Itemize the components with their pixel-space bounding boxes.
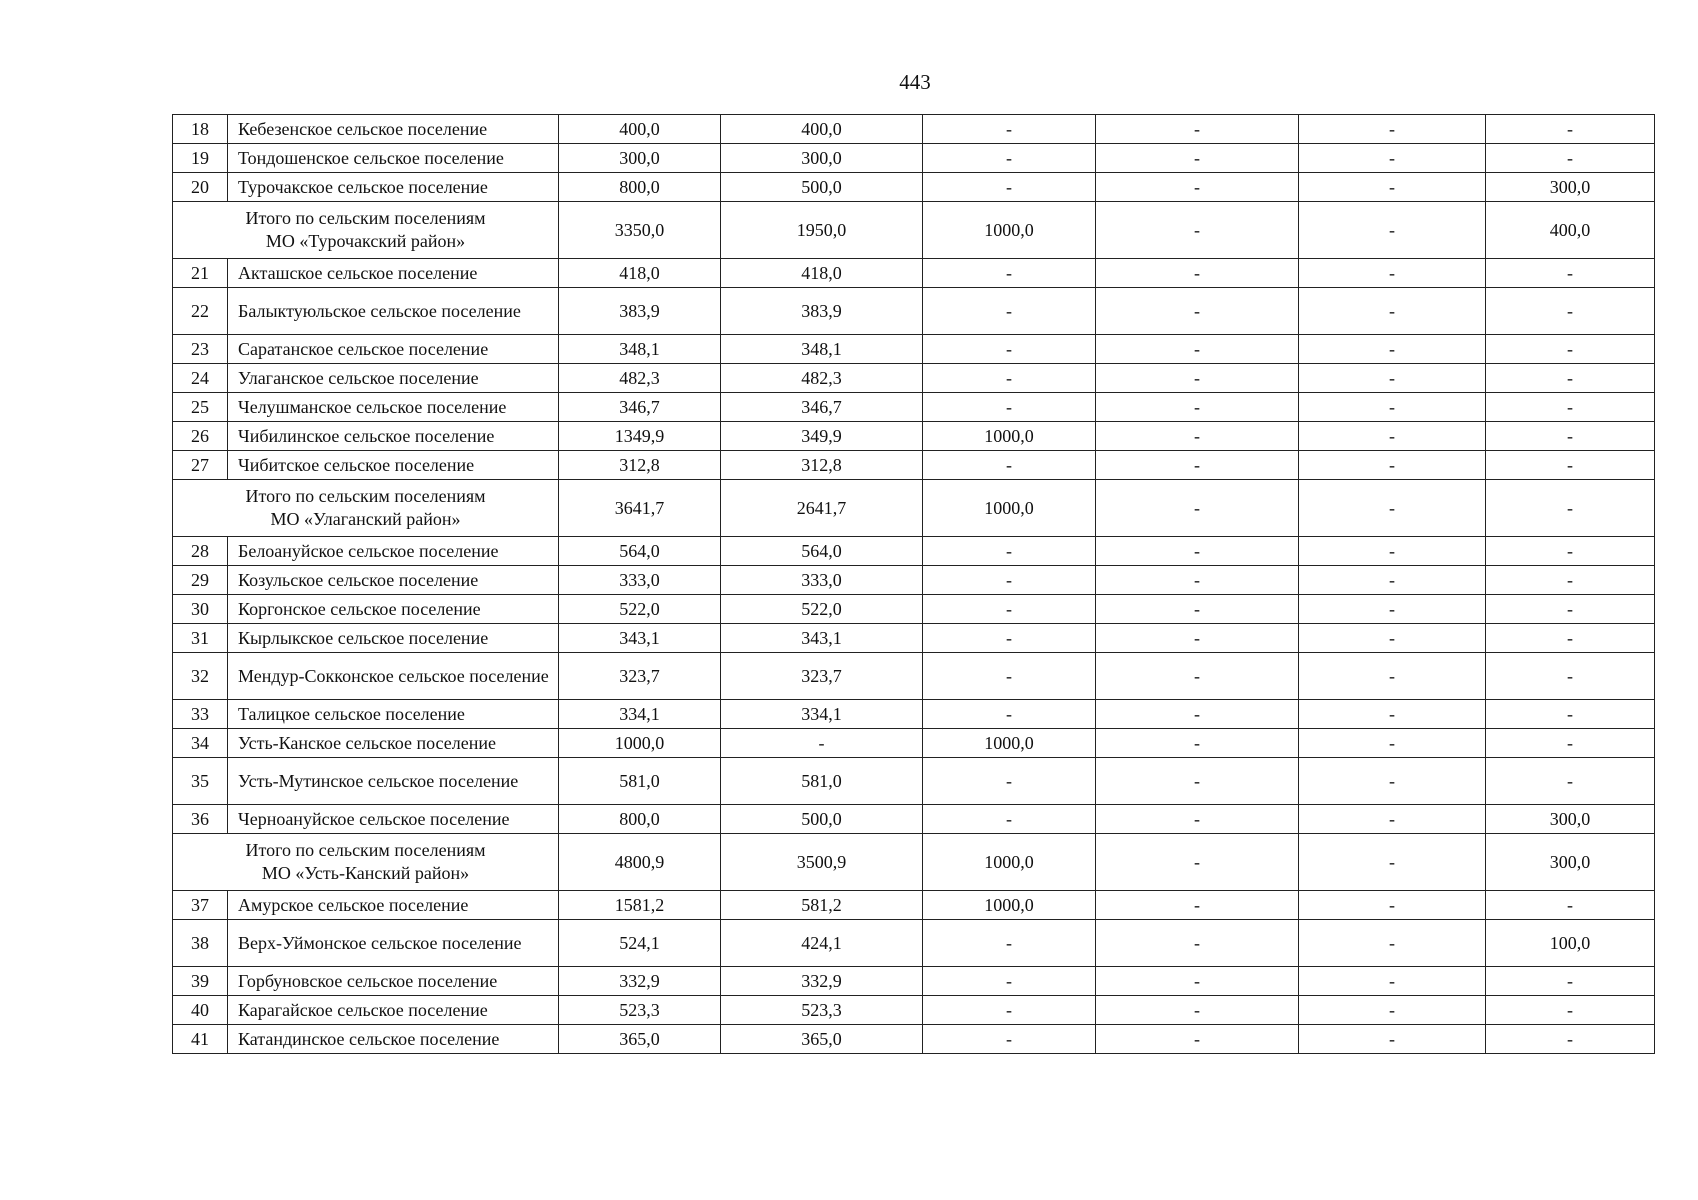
value-cell-col3: -	[923, 624, 1096, 653]
settlement-name: Акташское сельское поселение	[228, 259, 559, 288]
value-cell-col5: -	[1299, 173, 1486, 202]
settlement-name: Челушманское сельское поселение	[228, 393, 559, 422]
value-cell-col1: 581,0	[559, 758, 721, 805]
row-number: 40	[173, 996, 228, 1025]
settlement-name: Верх-Уймонское сельское поселение	[228, 920, 559, 967]
value-cell-col5: -	[1299, 335, 1486, 364]
total-label-line1: Итого по сельским поселениям	[245, 208, 486, 228]
value-cell-col5: -	[1299, 967, 1486, 996]
table-row	[173, 173, 1655, 202]
value-cell-col1: 323,7	[559, 653, 721, 700]
value-cell-col3: -	[923, 653, 1096, 700]
settlement-name: Чибилинское сельское поселение	[228, 422, 559, 451]
table-row	[173, 115, 1655, 144]
table-row	[173, 653, 1655, 700]
value-cell-col5: -	[1299, 729, 1486, 758]
value-cell-col4: -	[1096, 729, 1299, 758]
value-cell-col1: 300,0	[559, 144, 721, 173]
value-cell-col3: -	[923, 537, 1096, 566]
settlement-name: Чибитское сельское поселение	[228, 451, 559, 480]
row-number: 35	[173, 758, 228, 805]
settlement-name: Усть-Мутинское сельское поселение	[228, 758, 559, 805]
row-number: 25	[173, 393, 228, 422]
total-label-line2: МО «Улаганский район»	[270, 509, 461, 529]
value-cell-col4: -	[1096, 144, 1299, 173]
value-cell-col3: 1000,0	[923, 729, 1096, 758]
value-cell-col4: -	[1096, 173, 1299, 202]
value-cell-col6: -	[1486, 288, 1655, 335]
value-cell-col6: -	[1486, 335, 1655, 364]
row-number: 21	[173, 259, 228, 288]
value-cell-col3: -	[923, 758, 1096, 805]
value-cell-col1: 522,0	[559, 595, 721, 624]
total-row	[173, 202, 1655, 259]
value-cell-col5: -	[1299, 891, 1486, 920]
value-cell-col1: 343,1	[559, 624, 721, 653]
value-cell-col2: 312,8	[721, 451, 923, 480]
row-number: 26	[173, 422, 228, 451]
value-cell-col4: -	[1096, 891, 1299, 920]
table-row	[173, 537, 1655, 566]
settlement-name: Саратанское сельское поселение	[228, 335, 559, 364]
value-cell-col2: 3500,9	[721, 834, 923, 891]
row-number: 18	[173, 115, 228, 144]
settlement-name: Мендур-Сокконское сельское поселение	[228, 653, 559, 700]
value-cell-col4: -	[1096, 537, 1299, 566]
value-cell-col1: 312,8	[559, 451, 721, 480]
value-cell-col4: -	[1096, 259, 1299, 288]
value-cell-col5: -	[1299, 834, 1486, 891]
value-cell-col4: -	[1096, 451, 1299, 480]
value-cell-col4: -	[1096, 920, 1299, 967]
value-cell-col5: -	[1299, 1025, 1486, 1054]
value-cell-col6: -	[1486, 653, 1655, 700]
value-cell-col4: -	[1096, 700, 1299, 729]
settlement-name: Балыктуюльское сельское поселение	[228, 288, 559, 335]
value-cell-col2: 333,0	[721, 566, 923, 595]
value-cell-col3: -	[923, 115, 1096, 144]
value-cell-col2: 500,0	[721, 805, 923, 834]
settlement-name: Карагайское сельское поселение	[228, 996, 559, 1025]
row-number: 28	[173, 537, 228, 566]
value-cell-col1: 800,0	[559, 805, 721, 834]
settlement-name: Коргонское сельское поселение	[228, 595, 559, 624]
value-cell-col6: -	[1486, 996, 1655, 1025]
row-number: 23	[173, 335, 228, 364]
total-label-line2: МО «Усть-Канский район»	[261, 863, 470, 883]
settlement-name: Тондошенское сельское поселение	[228, 144, 559, 173]
value-cell-col4: -	[1096, 805, 1299, 834]
row-number: 27	[173, 451, 228, 480]
value-cell-col4: -	[1096, 566, 1299, 595]
value-cell-col2: 365,0	[721, 1025, 923, 1054]
value-cell-col5: -	[1299, 393, 1486, 422]
value-cell-col5: -	[1299, 758, 1486, 805]
value-cell-col6: 300,0	[1486, 805, 1655, 834]
table-row	[173, 288, 1655, 335]
value-cell-col6: -	[1486, 480, 1655, 537]
value-cell-col5: -	[1299, 624, 1486, 653]
page-number: 443	[899, 70, 931, 94]
value-cell-col5: -	[1299, 920, 1486, 967]
total-row	[173, 480, 1655, 537]
table-row	[173, 259, 1655, 288]
value-cell-col2: 1950,0	[721, 202, 923, 259]
value-cell-col2: 523,3	[721, 996, 923, 1025]
value-cell-col3: -	[923, 920, 1096, 967]
table-row	[173, 393, 1655, 422]
settlement-name: Черноануйское сельское поселение	[228, 805, 559, 834]
table-row	[173, 451, 1655, 480]
table-row	[173, 566, 1655, 595]
value-cell-col4: -	[1096, 996, 1299, 1025]
value-cell-col5: -	[1299, 422, 1486, 451]
value-cell-col5: -	[1299, 996, 1486, 1025]
value-cell-col3: -	[923, 259, 1096, 288]
value-cell-col6: -	[1486, 729, 1655, 758]
value-cell-col1: 564,0	[559, 537, 721, 566]
value-cell-col6: -	[1486, 1025, 1655, 1054]
value-cell-col1: 524,1	[559, 920, 721, 967]
value-cell-col6: -	[1486, 758, 1655, 805]
table-row	[173, 335, 1655, 364]
value-cell-col5: -	[1299, 364, 1486, 393]
value-cell-col2: 383,9	[721, 288, 923, 335]
value-cell-col1: 3641,7	[559, 480, 721, 537]
value-cell-col1: 332,9	[559, 967, 721, 996]
total-row	[173, 834, 1655, 891]
value-cell-col6: -	[1486, 700, 1655, 729]
value-cell-col1: 383,9	[559, 288, 721, 335]
value-cell-col4: -	[1096, 653, 1299, 700]
table-row	[173, 758, 1655, 805]
row-number: 32	[173, 653, 228, 700]
value-cell-col4: -	[1096, 834, 1299, 891]
value-cell-col2: 418,0	[721, 259, 923, 288]
value-cell-col4: -	[1096, 364, 1299, 393]
value-cell-col6: 300,0	[1486, 173, 1655, 202]
value-cell-col2: 349,9	[721, 422, 923, 451]
row-number: 22	[173, 288, 228, 335]
value-cell-col1: 4800,9	[559, 834, 721, 891]
table-row	[173, 422, 1655, 451]
value-cell-col4: -	[1096, 335, 1299, 364]
value-cell-col2: 424,1	[721, 920, 923, 967]
value-cell-col2: 400,0	[721, 115, 923, 144]
value-cell-col3: -	[923, 595, 1096, 624]
row-number: 34	[173, 729, 228, 758]
settlement-name: Турочакское сельское поселение	[228, 173, 559, 202]
value-cell-col1: 800,0	[559, 173, 721, 202]
value-cell-col5: -	[1299, 144, 1486, 173]
row-number: 31	[173, 624, 228, 653]
value-cell-col4: -	[1096, 967, 1299, 996]
value-cell-col5: -	[1299, 700, 1486, 729]
value-cell-col5: -	[1299, 805, 1486, 834]
value-cell-col4: -	[1096, 202, 1299, 259]
value-cell-col5: -	[1299, 288, 1486, 335]
row-number: 24	[173, 364, 228, 393]
value-cell-col6: -	[1486, 451, 1655, 480]
settlement-name: Усть-Канское сельское поселение	[228, 729, 559, 758]
table-row	[173, 996, 1655, 1025]
value-cell-col3: -	[923, 996, 1096, 1025]
row-number: 41	[173, 1025, 228, 1054]
value-cell-col4: -	[1096, 595, 1299, 624]
value-cell-col1: 1000,0	[559, 729, 721, 758]
value-cell-col2: 323,7	[721, 653, 923, 700]
value-cell-col4: -	[1096, 288, 1299, 335]
value-cell-col6: -	[1486, 967, 1655, 996]
value-cell-col3: -	[923, 451, 1096, 480]
value-cell-col6: -	[1486, 624, 1655, 653]
value-cell-col2: 343,1	[721, 624, 923, 653]
value-cell-col3: 1000,0	[923, 202, 1096, 259]
value-cell-col3: 1000,0	[923, 422, 1096, 451]
value-cell-col3: -	[923, 393, 1096, 422]
value-cell-col1: 3350,0	[559, 202, 721, 259]
value-cell-col1: 365,0	[559, 1025, 721, 1054]
value-cell-col2: 348,1	[721, 335, 923, 364]
value-cell-col3: -	[923, 805, 1096, 834]
value-cell-col6: -	[1486, 566, 1655, 595]
value-cell-col1: 482,3	[559, 364, 721, 393]
row-number: 37	[173, 891, 228, 920]
settlement-name: Козульское сельское поселение	[228, 566, 559, 595]
value-cell-col4: -	[1096, 422, 1299, 451]
row-number: 29	[173, 566, 228, 595]
value-cell-col2: 581,0	[721, 758, 923, 805]
value-cell-col6: -	[1486, 595, 1655, 624]
settlement-name: Кырлыкское сельское поселение	[228, 624, 559, 653]
settlement-name: Амурское сельское поселение	[228, 891, 559, 920]
table-row	[173, 1025, 1655, 1054]
value-cell-col5: -	[1299, 653, 1486, 700]
value-cell-col6: 300,0	[1486, 834, 1655, 891]
value-cell-col6: -	[1486, 422, 1655, 451]
table-body	[173, 115, 1655, 1054]
value-cell-col5: -	[1299, 566, 1486, 595]
value-cell-col2: 564,0	[721, 537, 923, 566]
value-cell-col3: -	[923, 144, 1096, 173]
row-number: 39	[173, 967, 228, 996]
total-label-line1: Итого по сельским поселениям	[245, 486, 486, 506]
value-cell-col2: 581,2	[721, 891, 923, 920]
value-cell-col2: 522,0	[721, 595, 923, 624]
value-cell-col3: -	[923, 173, 1096, 202]
row-number: 38	[173, 920, 228, 967]
settlement-name: Улаганское сельское поселение	[228, 364, 559, 393]
value-cell-col5: -	[1299, 202, 1486, 259]
value-cell-col3: -	[923, 335, 1096, 364]
value-cell-col6: -	[1486, 537, 1655, 566]
settlement-name: Талицкое сельское поселение	[228, 700, 559, 729]
value-cell-col5: -	[1299, 115, 1486, 144]
value-cell-col3: -	[923, 967, 1096, 996]
row-number: 19	[173, 144, 228, 173]
value-cell-col5: -	[1299, 480, 1486, 537]
value-cell-col5: -	[1299, 595, 1486, 624]
table-row	[173, 364, 1655, 393]
value-cell-col5: -	[1299, 259, 1486, 288]
table-row	[173, 805, 1655, 834]
total-label	[173, 834, 559, 891]
settlement-name: Кебезенское сельское поселение	[228, 115, 559, 144]
table-row	[173, 700, 1655, 729]
table-row	[173, 729, 1655, 758]
value-cell-col2: 300,0	[721, 144, 923, 173]
settlement-name: Катандинское сельское поселение	[228, 1025, 559, 1054]
value-cell-col1: 400,0	[559, 115, 721, 144]
value-cell-col1: 348,1	[559, 335, 721, 364]
table-row	[173, 967, 1655, 996]
table-row	[173, 920, 1655, 967]
value-cell-col3: 1000,0	[923, 891, 1096, 920]
value-cell-col2: 2641,7	[721, 480, 923, 537]
value-cell-col3: -	[923, 288, 1096, 335]
value-cell-col5: -	[1299, 537, 1486, 566]
table-row	[173, 144, 1655, 173]
value-cell-col6: -	[1486, 115, 1655, 144]
value-cell-col3: -	[923, 566, 1096, 595]
settlement-name: Белоануйское сельское поселение	[228, 537, 559, 566]
value-cell-col3: -	[923, 700, 1096, 729]
value-cell-col3: 1000,0	[923, 834, 1096, 891]
value-cell-col1: 333,0	[559, 566, 721, 595]
table-row	[173, 595, 1655, 624]
value-cell-col6: -	[1486, 891, 1655, 920]
value-cell-col2: 346,7	[721, 393, 923, 422]
value-cell-col2: 332,9	[721, 967, 923, 996]
table-row	[173, 624, 1655, 653]
value-cell-col4: -	[1096, 624, 1299, 653]
value-cell-col4: -	[1096, 115, 1299, 144]
row-number: 20	[173, 173, 228, 202]
row-number: 30	[173, 595, 228, 624]
value-cell-col4: -	[1096, 393, 1299, 422]
value-cell-col4: -	[1096, 758, 1299, 805]
value-cell-col4: -	[1096, 480, 1299, 537]
value-cell-col6: 100,0	[1486, 920, 1655, 967]
value-cell-col6: 400,0	[1486, 202, 1655, 259]
total-label-line2: МО «Турочакский район»	[265, 231, 466, 251]
value-cell-col6: -	[1486, 364, 1655, 393]
value-cell-col3: 1000,0	[923, 480, 1096, 537]
budget-table	[172, 114, 1655, 1054]
table-row	[173, 891, 1655, 920]
total-label	[173, 202, 559, 259]
value-cell-col1: 523,3	[559, 996, 721, 1025]
value-cell-col1: 1349,9	[559, 422, 721, 451]
value-cell-col6: -	[1486, 259, 1655, 288]
value-cell-col1: 1581,2	[559, 891, 721, 920]
value-cell-col2: 334,1	[721, 700, 923, 729]
total-label-line1: Итого по сельским поселениям	[245, 840, 486, 860]
row-number: 33	[173, 700, 228, 729]
total-label	[173, 480, 559, 537]
value-cell-col1: 346,7	[559, 393, 721, 422]
value-cell-col2: -	[721, 729, 923, 758]
value-cell-col5: -	[1299, 451, 1486, 480]
value-cell-col3: -	[923, 364, 1096, 393]
row-number: 36	[173, 805, 228, 834]
value-cell-col1: 334,1	[559, 700, 721, 729]
value-cell-col6: -	[1486, 393, 1655, 422]
value-cell-col1: 418,0	[559, 259, 721, 288]
value-cell-col2: 500,0	[721, 173, 923, 202]
value-cell-col6: -	[1486, 144, 1655, 173]
value-cell-col3: -	[923, 1025, 1096, 1054]
settlement-name: Горбуновское сельское поселение	[228, 967, 559, 996]
value-cell-col4: -	[1096, 1025, 1299, 1054]
value-cell-col2: 482,3	[721, 364, 923, 393]
